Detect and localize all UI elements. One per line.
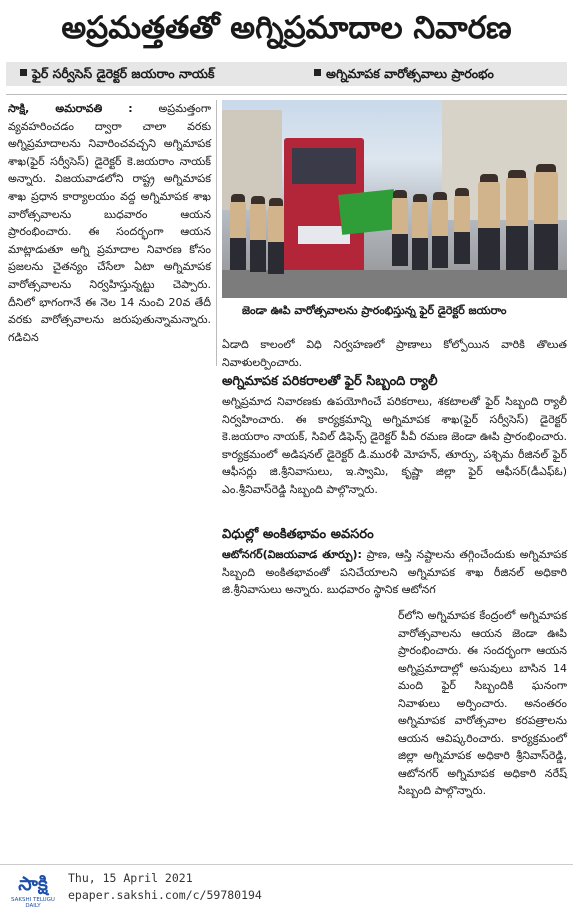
- bullet-icon: [20, 69, 27, 76]
- left-column: [8, 100, 211, 346]
- logo-text: సాక్షి: [18, 873, 48, 895]
- truck-window: [292, 148, 356, 184]
- person-figure: [392, 196, 408, 266]
- divider: [6, 94, 567, 95]
- intro-paragraph: [222, 336, 567, 371]
- dedication-text-continued: ర్‌లోని అగ్నిమాపక కేంద్రంలో అగ్నిమాపక వారోత్సవాలను ఆయన జెండా ఊపి ప్రారంభించారు. ఈ సందర్భంగా ఆయన అగ్నిప్రమాదాల్లో అసువులు బాసిన 14 మంది ఫైర్ సిబ్బందికి ఘనంగా నివాళులు అర్పించారు. అనంతరం అగ్నిమాపక వారోత్సవాల కరపత్రాలను ఆయన ఆవిష్కరించారు. కార్యక్రమంలో జిల్లా అగ్నిమాపక అధికారి శ్రీనివాస్‌రెడ్డి, ఆటోనగర్ అగ్నిమాపక అధికారి నరేష్ సిబ్బంది పాల్గొన్నారు.: [398, 609, 567, 797]
- bullet-icon: [314, 69, 321, 76]
- green-flag-shape: [338, 189, 398, 235]
- rally-paragraph: [222, 393, 567, 498]
- column-divider: [216, 100, 217, 366]
- person-figure: [250, 202, 266, 272]
- person-figure: [506, 176, 528, 270]
- dedication-text: ప్రాణ, ఆస్తి నష్టాలను తగ్గించేందుకు అగ్నిమాపక సిబ్బంది అంకితభావంతో పనిచేయాలని అగ్నిమాపక శాఖ రీజినల్ అధికారి జి.శ్రీనివాసులు అన్నారు. బుధవారం స్థానిక ఆటోనగ: [222, 548, 567, 596]
- photo-caption: జెండా ఊపి వారోత్సవాలను ప్రారంభిస్తున్న ఫైర్ డైరెక్టర్ జయరాం: [242, 304, 507, 317]
- subheadline-2: [314, 65, 494, 83]
- person-figure: [268, 204, 284, 274]
- subheadline-2-text: అగ్నిమాపక వారోత్సవాలు ప్రారంభం: [326, 66, 494, 81]
- subheadline-1-text: ఫైర్ సర్వీసెస్ డైరెక్టర్ జయరాం నాయక్: [32, 66, 215, 81]
- footer-url[interactable]: epaper.sakshi.com/c/59780194: [68, 888, 262, 902]
- person-figure: [412, 200, 428, 270]
- logo-subtitle: SAKSHI TELUGU DAILY: [11, 897, 55, 909]
- section-heading-rally: అగ్నిమాపక పరికరాలతో ఫైర్ సిబ్బంది ర్యాలీ: [222, 374, 438, 389]
- section-heading-dedication: విధుల్లో అంకితభావం అవసరం: [222, 527, 374, 542]
- rally-text: అగ్నిప్రమాద నివారణకు ఉపయోగించే పరికరాలు, శకటాలతో ఫైర్ సిబ్బంది ర్యాలీ నిర్వహించారు. ఈ కార్యక్రమాన్ని అగ్నిమాపక శాఖ(ఫైర్ సర్వీసెస్) డైరెక్టర్ కె.జయరాం నాయక్, సివిల్ డిఫెన్స్ డైరెక్టర్ పీవీ రమణ జెండా ఊపి ప్రారంభించారు. కార్యక్రమంలో అడిషనల్ డైరెక్టర్ డి.మురళీ మోహన్, తూర్పు, పశ్చిమ రీజినల్ ఫైర్ ఆఫీసర్లు జి.శ్రీనివాసులు, ఇ.స్వామి, కృష్ణా జిల్లా ఫైర్ ఆఫీసర్(డీఎఫ్ఓ) ఎం.శ్రీనివాస్‌రెడ్డి సిబ్బంది పాల్గొన్నారు.: [222, 395, 567, 496]
- footer: [0, 864, 573, 911]
- person-figure: [534, 170, 558, 270]
- person-figure: [478, 180, 500, 270]
- dedication-dateline: ఆటోనగర్(విజయవాడ తూర్పు):: [222, 548, 362, 561]
- dateline: సాక్షి, అమరావతి :: [8, 102, 133, 115]
- person-figure: [432, 198, 448, 268]
- subheadline-bar: [6, 62, 567, 86]
- footer-date: Thu, 15 April 2021: [68, 871, 193, 885]
- headline: అప్రమత్తతతో అగ్నిప్రమాదాల నివారణ: [61, 10, 512, 46]
- subheadline-1: [20, 65, 214, 83]
- dedication-paragraph-continued: [398, 607, 567, 800]
- intro-text: ఏడాది కాలంలో విధి నిర్వహణలో ప్రాణాలు కోల్పోయిన వారికి తొలుత నివాళులర్పించారు.: [222, 338, 567, 369]
- sakshi-logo: [6, 871, 60, 907]
- person-figure: [454, 194, 470, 264]
- ground-shape: [222, 270, 567, 298]
- left-column-body: అప్రమత్తంగా వ్యవహరించడం ద్వారా చాలా వరకు అగ్నిప్రమాదాలను నివారించవచ్చని అగ్నిమాపక శాఖ(ఫైర్ సర్వీసెస్) డైరెక్టర్ కె.జయరాం నాయక్ అన్నారు. విజయవాడలోని రాష్ట్ర అగ్నిమాపక శాఖ ప్రధాన కార్యాలయం వద్ద అగ్నిమాపక శాఖ వారోత్సవాలను బుధవారం ఆయన ప్రారంభించారు. ఈ సందర్భంగా ఆయన మాట్లాడుతూ అగ్ని ప్రమాదాల నివారణ కోసం ప్రజలను చైతన్యం చేసేలా ఏటా అగ్నిమాపక వారోత్సవాలను నిర్వహిస్తున్నట్టు చెప్పారు. దీనిలో భాగంగానే ఈ నెల 14 నుంచి 20వ తేదీ వరకు వారోత్సవాలను జరుపుతున్నామన్నారు. గడిచిన: [8, 102, 212, 344]
- person-figure: [230, 200, 246, 270]
- news-photo: [222, 100, 567, 298]
- dedication-paragraph: [222, 546, 567, 599]
